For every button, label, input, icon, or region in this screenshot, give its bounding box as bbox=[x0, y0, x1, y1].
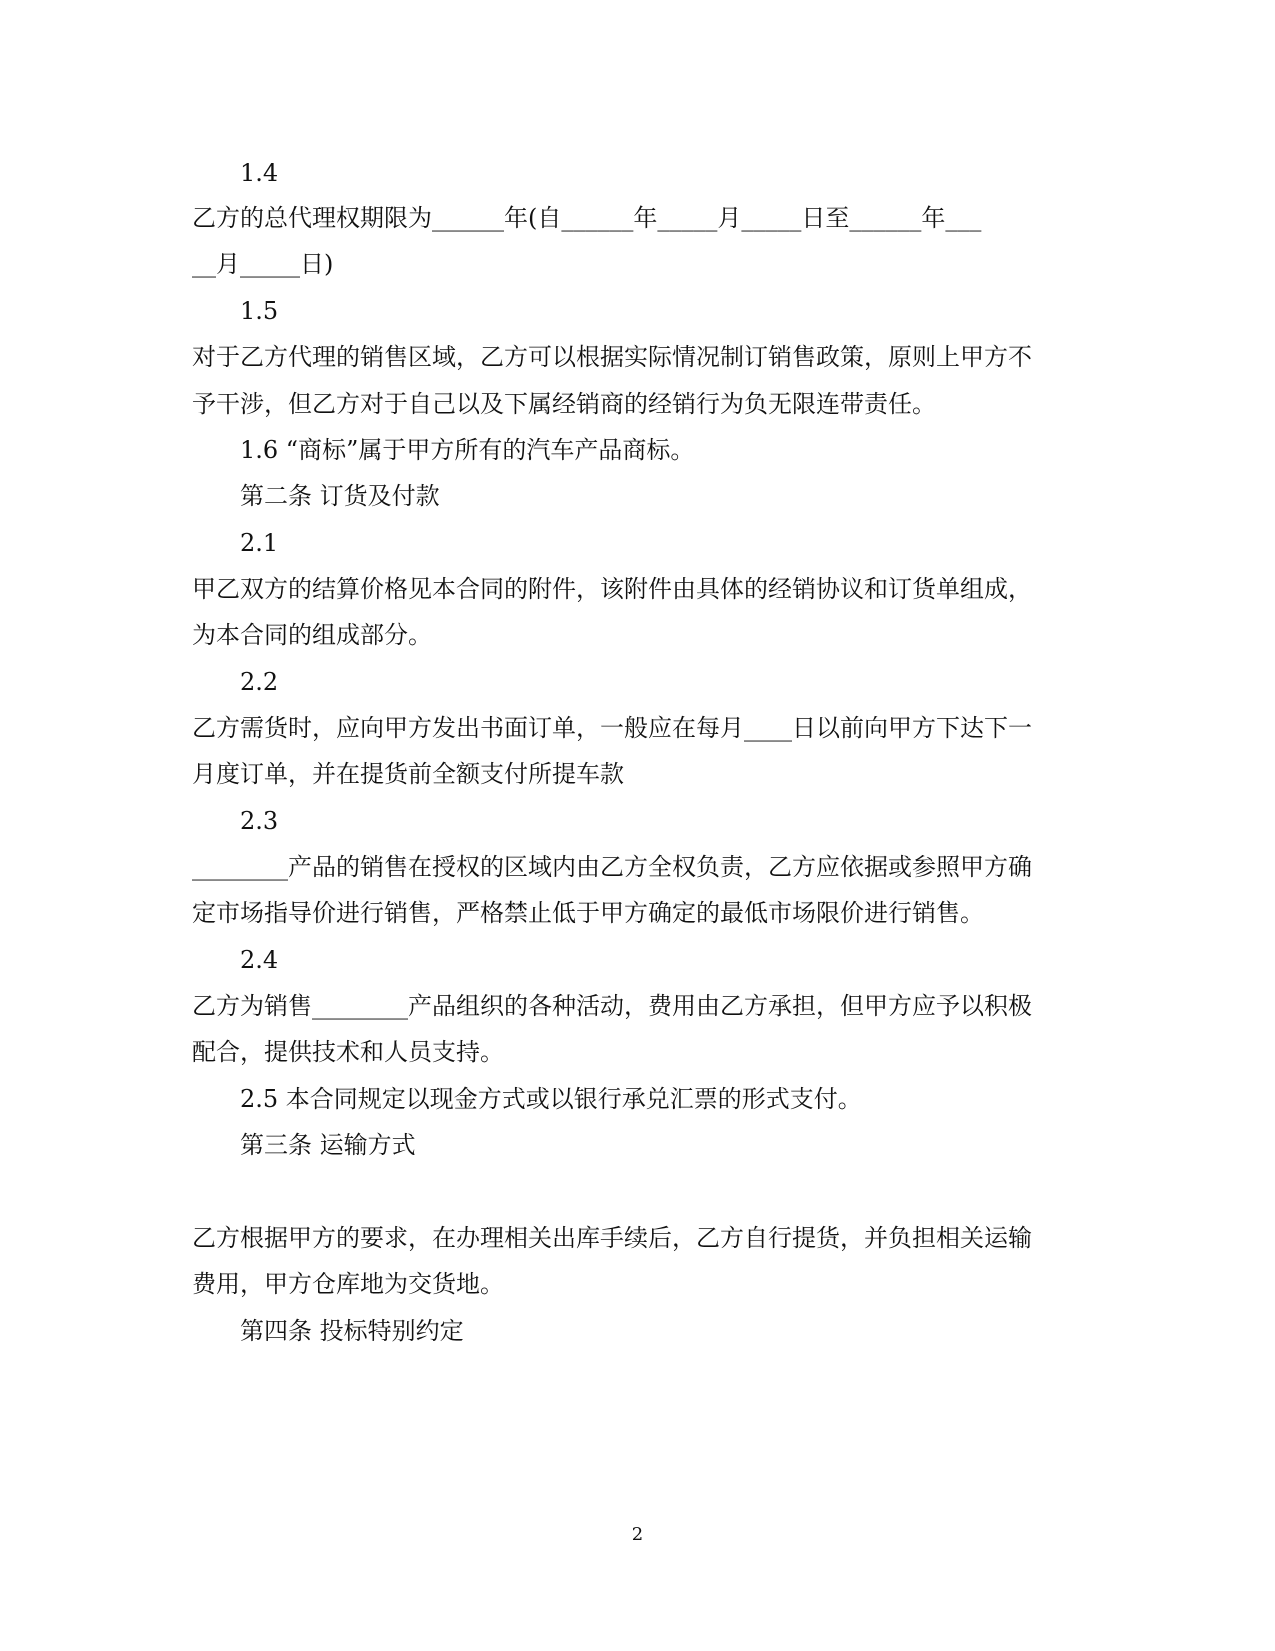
clause-1-5-text-line-2: 予干涉，但乙方对于自己以及下属经销商的经销行为负无限连带责任。 bbox=[192, 390, 936, 418]
clause-2-5: 2.5 本合同规定以现金方式或以银行承兑汇票的形式支付。 bbox=[240, 1085, 862, 1113]
clause-1-4-text-line-2: __月_____日) bbox=[192, 250, 334, 278]
article-3-text-line-2: 费用，甲方仓库地为交货地。 bbox=[192, 1270, 504, 1298]
article-3-text-line-1: 乙方根据甲方的要求，在办理相关出库手续后，乙方自行提货，并负担相关运输 bbox=[192, 1224, 1032, 1252]
clause-1-4-text-line-1: 乙方的总代理权期限为______年(自______年_____月_____日至______年___ bbox=[192, 204, 982, 232]
article-3-heading: 第三条 运输方式 bbox=[240, 1131, 416, 1159]
clause-2-2-text-line-1: 乙方需货时，应向甲方发出书面订单，一般应在每月____日以前向甲方下达下一 bbox=[192, 714, 1032, 742]
clause-2-1-number: 2.1 bbox=[240, 529, 279, 557]
clause-2-2-text-line-2: 月度订单，并在提货前全额支付所提车款 bbox=[192, 760, 624, 788]
clause-2-1-text-line-1: 甲乙双方的结算价格见本合同的附件，该附件由具体的经销协议和订货单组成， bbox=[192, 575, 1032, 603]
clause-2-1-text-line-2: 为本合同的组成部分。 bbox=[192, 621, 432, 649]
clause-2-3-text-line-2: 定市场指导价进行销售，严格禁止低于甲方确定的最低市场限价进行销售。 bbox=[192, 899, 984, 927]
clause-2-3-number: 2.3 bbox=[240, 807, 279, 835]
page-number: 2 bbox=[631, 1524, 644, 1545]
article-4-heading: 第四条 投标特别约定 bbox=[240, 1317, 464, 1345]
clause-1-5-text-line-1: 对于乙方代理的销售区域，乙方可以根据实际情况制订销售政策，原则上甲方不 bbox=[192, 343, 1032, 371]
clause-1-4-number: 1.4 bbox=[240, 159, 279, 187]
clause-1-5-number: 1.5 bbox=[240, 297, 279, 325]
clause-1-6: 1.6 “商标”属于甲方所有的汽车产品商标。 bbox=[240, 436, 695, 464]
clause-2-3-text-line-1: ________产品的销售在授权的区域内由乙方全权负责，乙方应依据或参照甲方确 bbox=[192, 853, 1032, 881]
article-2-heading: 第二条 订货及付款 bbox=[240, 482, 440, 510]
clause-2-4-text-line-2: 配合，提供技术和人员支持。 bbox=[192, 1038, 504, 1066]
clause-2-2-number: 2.2 bbox=[240, 668, 279, 696]
clause-2-4-number: 2.4 bbox=[240, 946, 279, 974]
clause-2-4-text-line-1: 乙方为销售________产品组织的各种活动，费用由乙方承担，但甲方应予以积极 bbox=[192, 992, 1032, 1020]
